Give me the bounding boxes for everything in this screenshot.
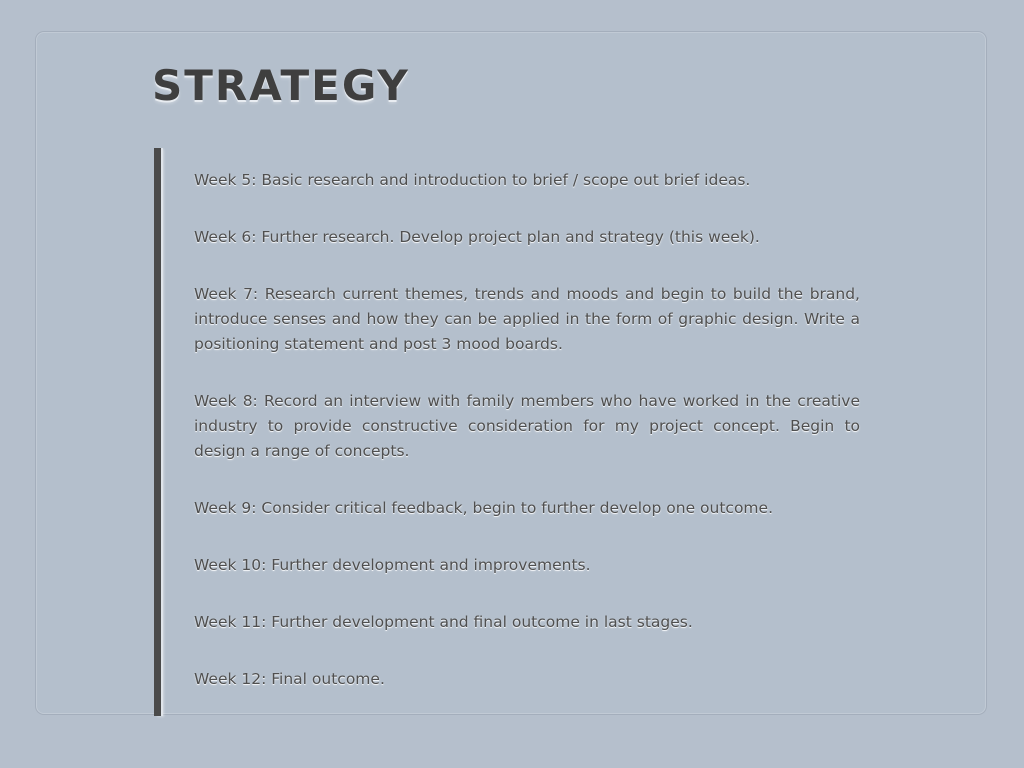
list-item-week-9: Week 9: Consider critical feedback, begin to further develop one outcome. bbox=[194, 499, 773, 517]
vertical-divider bbox=[154, 148, 161, 716]
list-item-week-11: Week 11: Further development and final outcome in last stages. bbox=[194, 613, 693, 631]
list-item-week-12: Week 12: Final outcome. bbox=[194, 670, 385, 688]
list-item-week-8: Week 8: Record an interview with family members who have worked in the creative industry to provide constructive consideration for my project concept. Begin to design a range of concepts. bbox=[194, 392, 860, 460]
list-item-week-7: Week 7: Research current themes, trends and moods and begin to build the brand, introduce senses and how they can be applied in the form of graphic design. Write a positioning statement and post 3 mood boards. bbox=[194, 285, 860, 353]
list-item-week-5: Week 5: Basic research and introduction to brief / scope out brief ideas. bbox=[194, 171, 751, 189]
list-item-week-6: Week 6: Further research. Develop project plan and strategy (this week). bbox=[194, 228, 760, 246]
slide-title: STRATEGY bbox=[152, 61, 410, 110]
list-item-week-10: Week 10: Further development and improvements. bbox=[194, 556, 591, 574]
